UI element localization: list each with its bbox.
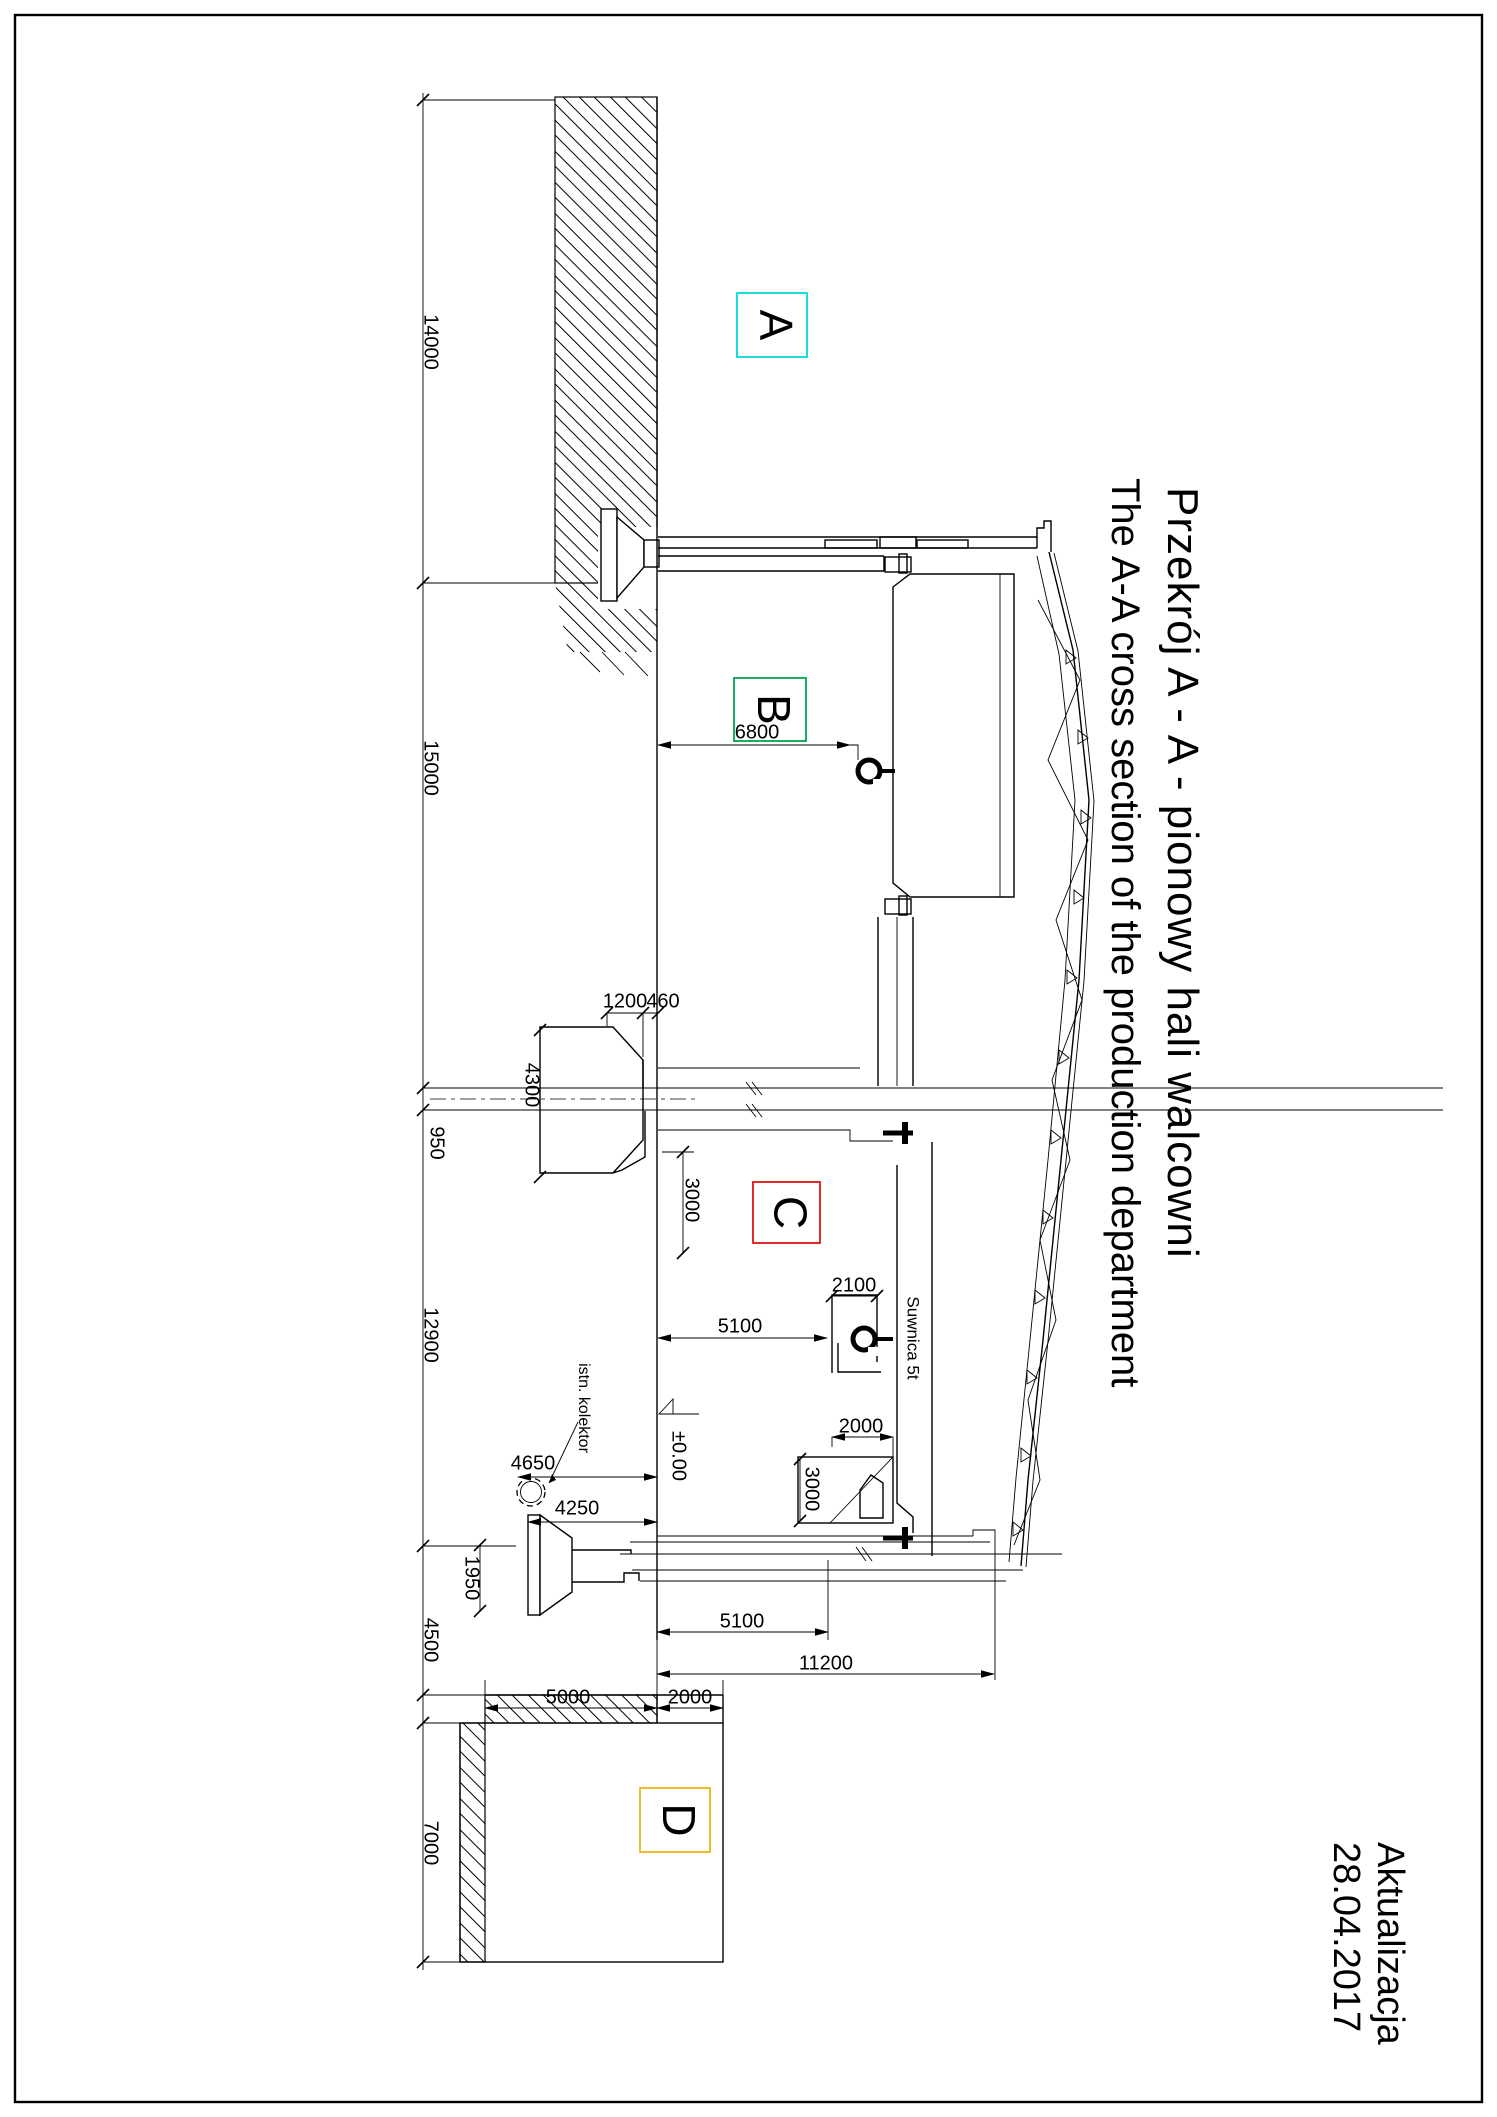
dim-text-15000: 15000 xyxy=(419,740,442,796)
zone-letter-A: A xyxy=(749,309,802,341)
column-bc-capital xyxy=(540,1027,645,1173)
dim-text-6800: 6800 xyxy=(734,721,780,744)
crane-hook-icon xyxy=(858,760,880,782)
zone-letter-C: C xyxy=(764,1195,817,1230)
dim-text-1950: 1950 xyxy=(460,1555,483,1601)
dim-text-11200: 11200 xyxy=(798,1652,854,1675)
dim-text-4500: 4500 xyxy=(419,1617,442,1663)
roof-slab xyxy=(658,521,1051,571)
beam-break-marks xyxy=(746,1082,762,1117)
dim-text-950: 950 xyxy=(425,1126,448,1160)
collector-label: istn. kolektor xyxy=(574,1363,592,1453)
revision-date: 28.04.2017 xyxy=(1325,1842,1367,2033)
dim-text-5000: 5000 xyxy=(545,1686,591,1709)
left-dimension-chain xyxy=(417,93,555,1970)
bay-b-box xyxy=(893,574,1014,897)
title-polish: Przekrój A - A - pionowy hali walcowni xyxy=(1158,487,1207,1259)
dim-text-4250: 4250 xyxy=(554,1497,600,1520)
crane-label: Suwnica 5t xyxy=(903,1296,923,1380)
column-a-plate xyxy=(601,509,617,601)
dim-text-4300: 4300 xyxy=(520,1062,543,1108)
dim-text-2100: 2100 xyxy=(831,1274,877,1297)
zone-letter-B: B xyxy=(747,694,800,725)
revision-label: Aktualizacja xyxy=(1369,1842,1411,2045)
dim-text-3000: 3000 xyxy=(800,1466,823,1512)
dim-text-12900: 12900 xyxy=(419,1307,442,1363)
bay-b-equipment xyxy=(878,554,1014,1086)
dim-text-4650: 4650 xyxy=(510,1452,556,1475)
dim-text-7000: 7000 xyxy=(419,1820,442,1866)
sheet-border xyxy=(15,15,1482,2102)
title-english: The A-A cross section of the production department xyxy=(1103,478,1147,1388)
dim-text-460: 460 xyxy=(646,990,680,1013)
truss-web-diagonals xyxy=(1014,600,1088,1545)
level-marker xyxy=(659,1399,699,1414)
dim-text-2000: 2000 xyxy=(838,1415,884,1438)
zone-letter-D: D xyxy=(652,1803,705,1837)
crane-hook-icon xyxy=(853,1328,875,1350)
roof-parapet xyxy=(1037,521,1051,552)
anchor-fixture-bottom xyxy=(883,1527,913,1549)
dim-text-5100: 5100 xyxy=(719,1610,765,1633)
leader-arrow xyxy=(549,1474,556,1483)
level-text: ±0.00 xyxy=(667,1431,690,1481)
dim-text-1200: 1200 xyxy=(602,990,648,1013)
crane-bracket xyxy=(832,1295,893,1373)
room-d-left-wall-hatch xyxy=(460,1723,485,1962)
roof-truss xyxy=(1009,552,1094,1567)
chain-extension-lines xyxy=(423,100,555,1962)
dim-text-2000: 2000 xyxy=(667,1686,713,1709)
foundation xyxy=(528,1515,639,1615)
dim-text-14000: 14000 xyxy=(419,314,442,370)
dim-text-3000: 3000 xyxy=(680,1177,703,1223)
hatch-stray-strokes xyxy=(580,652,648,676)
dim-text-5100: 5100 xyxy=(717,1315,763,1338)
truss-web-triangles xyxy=(1013,650,1091,1536)
